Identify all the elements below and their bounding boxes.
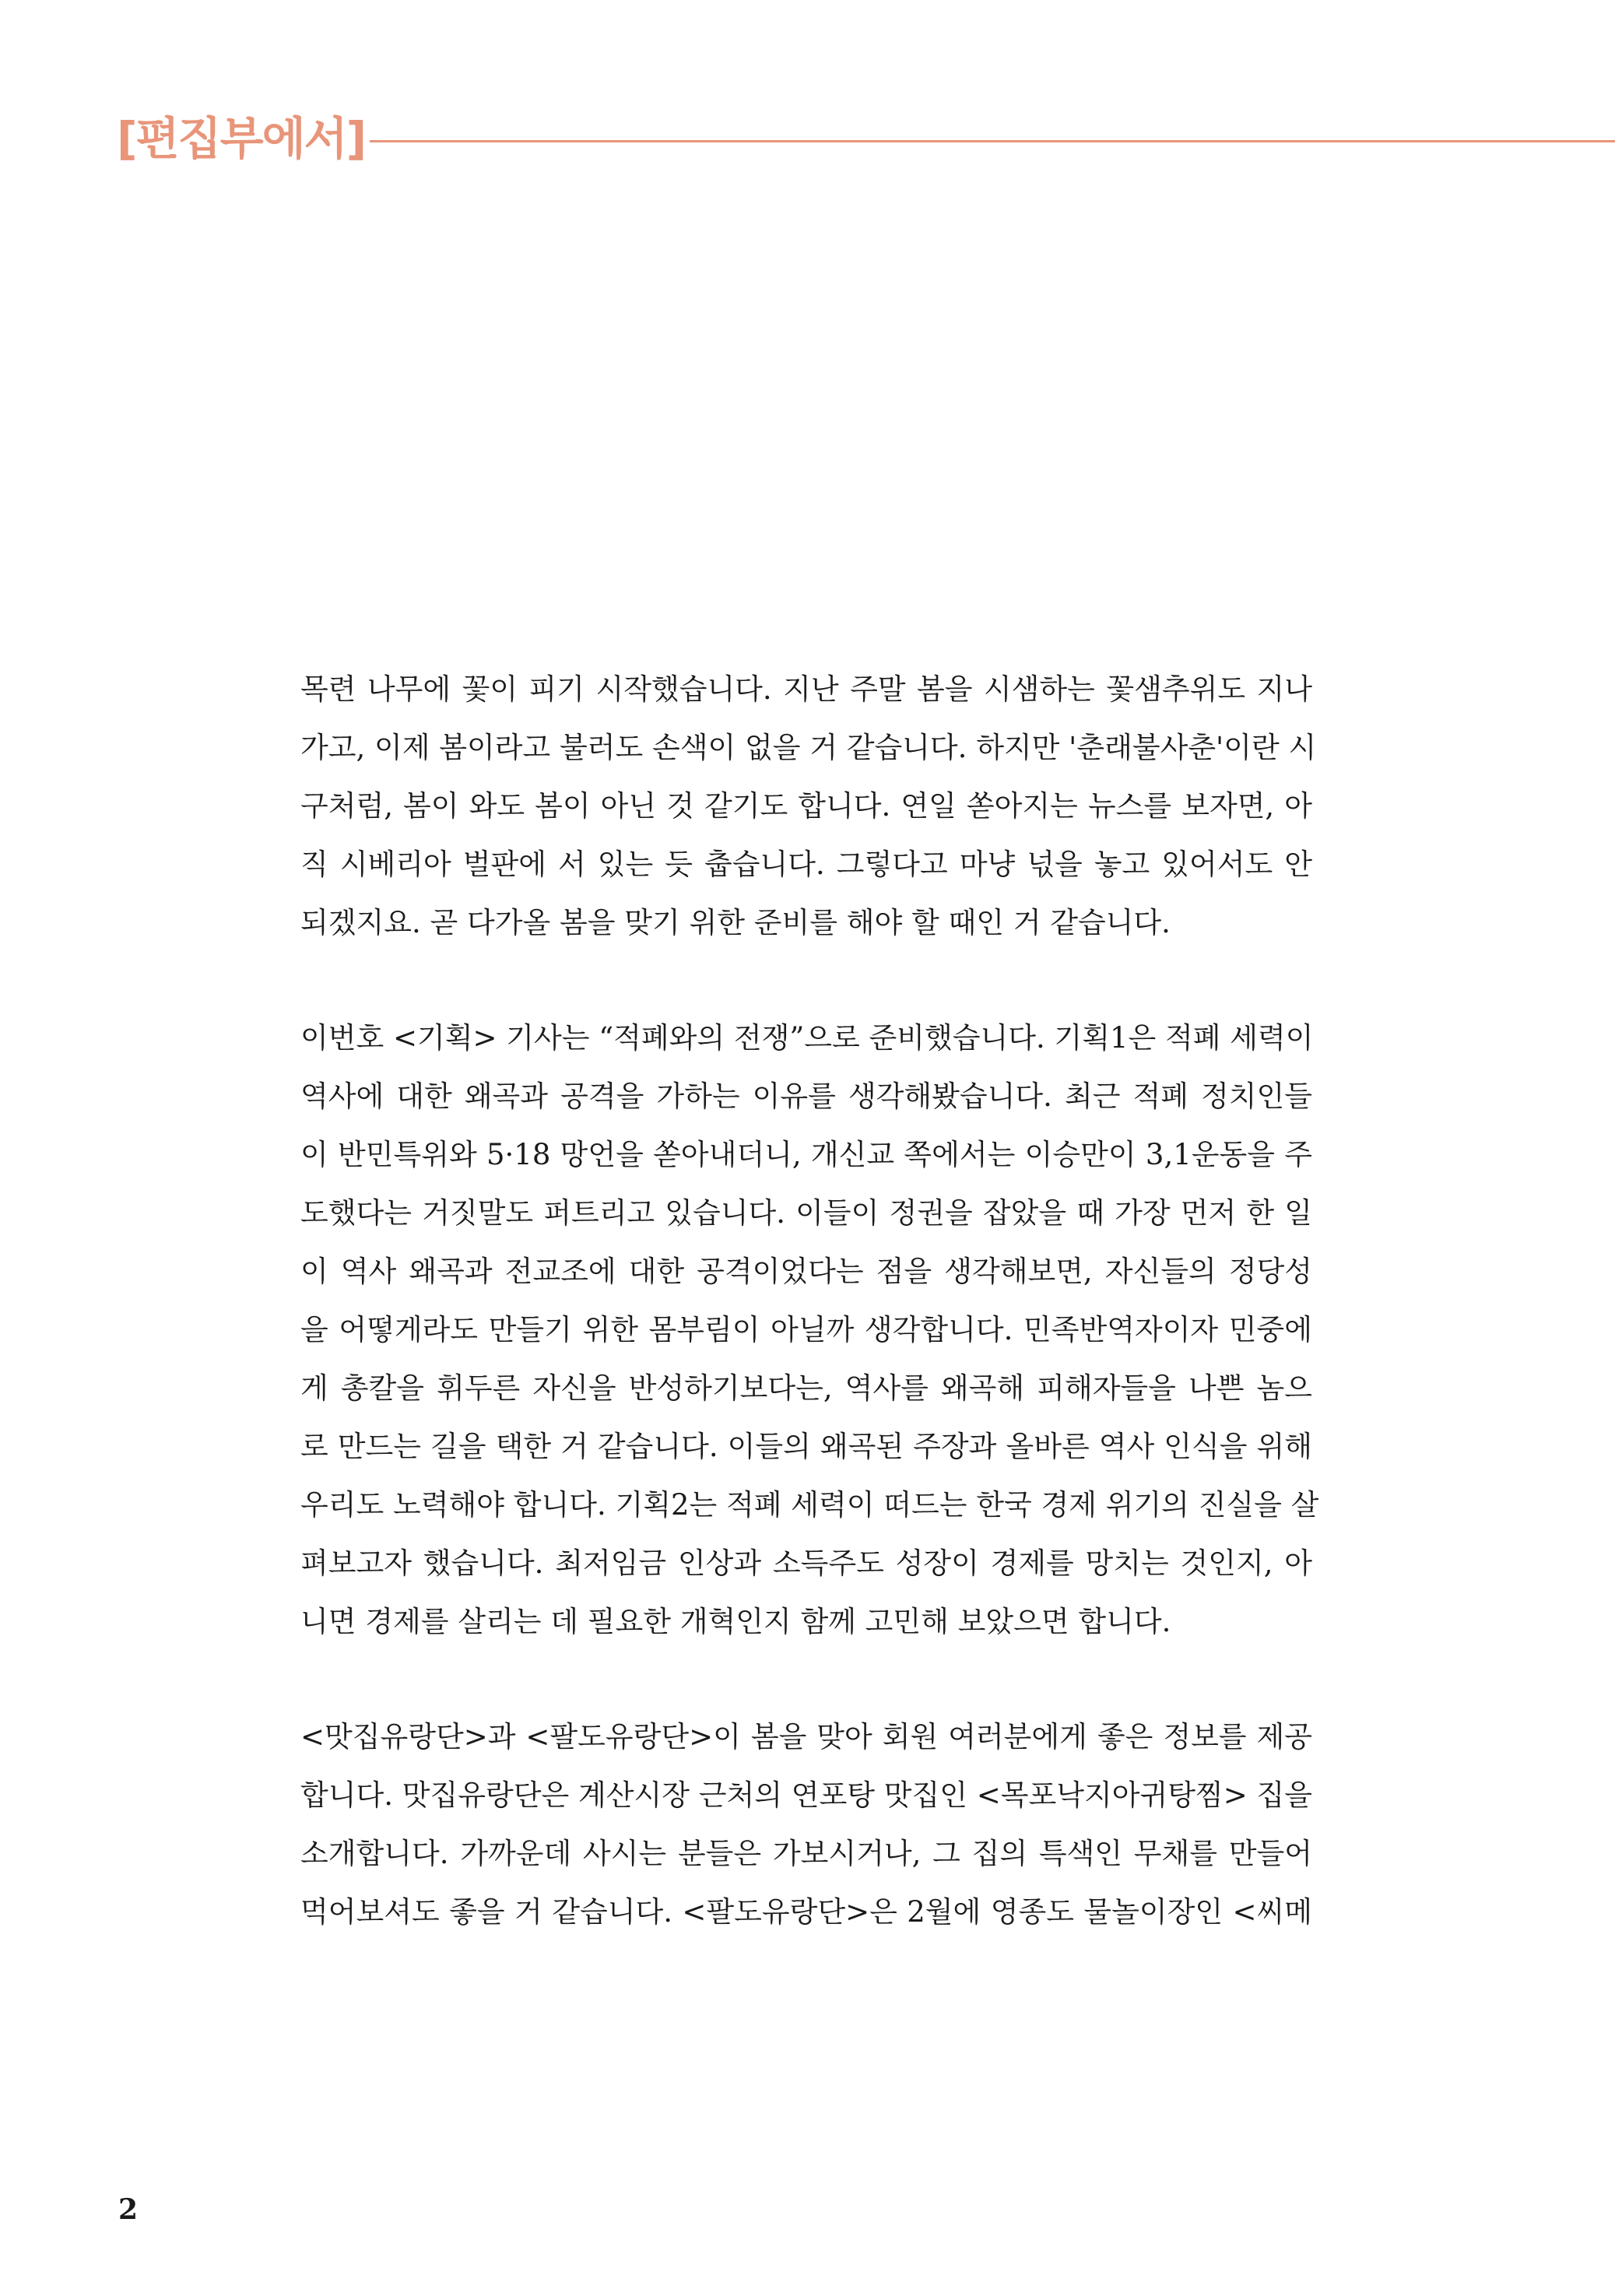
text-line: 소개합니다. 가까운데 사시는 분들은 가보시거나, 그 집의 특색인 무채를 만들어	[300, 1837, 1312, 1870]
paragraph-travel	[300, 1708, 1312, 1941]
text-line: 도했다는 거짓말도 퍼트리고 있습니다. 이들이 정권을 잡았을 때 가장 먼저 한 일	[300, 1196, 1312, 1230]
text-line: 역사에 대한 왜곡과 공격을 가하는 이유를 생각해봤습니다. 최근 적폐 정치인들	[300, 1080, 1312, 1113]
section-header	[117, 107, 1615, 170]
text-line: 니면 경제를 살리는 데 필요한 개혁인지 함께 고민해 보았으면 합니다.	[300, 1605, 1171, 1638]
page-number: 2	[118, 2193, 139, 2226]
text-line: 로 만드는 길을 택한 거 같습니다. 이들의 왜곡된 주장과 올바른 역사 인식을 위해	[300, 1430, 1312, 1463]
text-line: 펴보고자 했습니다. 최저임금 인상과 소득주도 성장이 경제를 망치는 것인지, 아	[300, 1546, 1312, 1580]
paragraph-feature	[300, 1009, 1319, 1651]
article-body	[300, 660, 1319, 1998]
header-divider	[370, 140, 1615, 142]
text-line: 가고, 이제 봄이라고 불러도 손색이 없을 거 같습니다. 하지만 '춘래불사춘'이란 시	[300, 731, 1317, 764]
text-line: 되겠지요. 곧 다가올 봄을 맞기 위한 준비를 해야 할 때인 거 같습니다.	[300, 906, 1171, 939]
text-line: 우리도 노력해야 합니다. 기획2는 적폐 세력이 떠드는 한국 경제 위기의 진실을 살	[300, 1488, 1319, 1522]
section-title: [편집부에서]	[117, 112, 366, 165]
text-line: 목련 나무에 꽃이 피기 시작했습니다. 지난 주말 봄을 시샘하는 꽃샘추위도 지나	[300, 672, 1312, 706]
text-line: 을 어떻게라도 만들기 위한 몸부림이 아닐까 생각합니다. 민족반역자이자 민중에	[300, 1313, 1312, 1346]
text-line: 직 시베리아 벌판에 서 있는 듯 춥습니다. 그렇다고 마냥 넋을 놓고 있어서도 안	[300, 848, 1312, 881]
text-line: 먹어보셔도 좋을 거 같습니다. <팔도유랑단>은 2월에 영종도 물놀이장인 <씨메	[300, 1895, 1312, 1929]
text-line: 이번호 <기획> 기사는 “적폐와의 전쟁”으로 준비했습니다. 기획1은 적폐 세력이	[300, 1021, 1314, 1055]
text-line: 합니다. 맛집유랑단은 계산시장 근처의 연포탕 맛집인 <목포낙지아귀탕찜> 집을	[300, 1778, 1312, 1812]
text-line: 게 총칼을 휘두른 자신을 반성하기보다는, 역사를 왜곡해 피해자들을 나쁜 놈으	[300, 1371, 1312, 1405]
text-line: 구처럼, 봄이 와도 봄이 아닌 것 같기도 합니다. 연일 쏟아지는 뉴스를 보자면, 아	[300, 789, 1312, 823]
text-line: <맛집유랑단>과 <팔도유랑단>이 봄을 맞아 회원 여러분에게 좋은 정보를 제공	[300, 1720, 1312, 1754]
paragraph-spring	[300, 660, 1317, 952]
text-line: 이 반민특위와 5·18 망언을 쏟아내더니, 개신교 쪽에서는 이승만이 3,1운동을 주	[300, 1138, 1312, 1171]
text-line: 이 역사 왜곡과 전교조에 대한 공격이었다는 점을 생각해보면, 자신들의 정당성	[300, 1255, 1312, 1288]
